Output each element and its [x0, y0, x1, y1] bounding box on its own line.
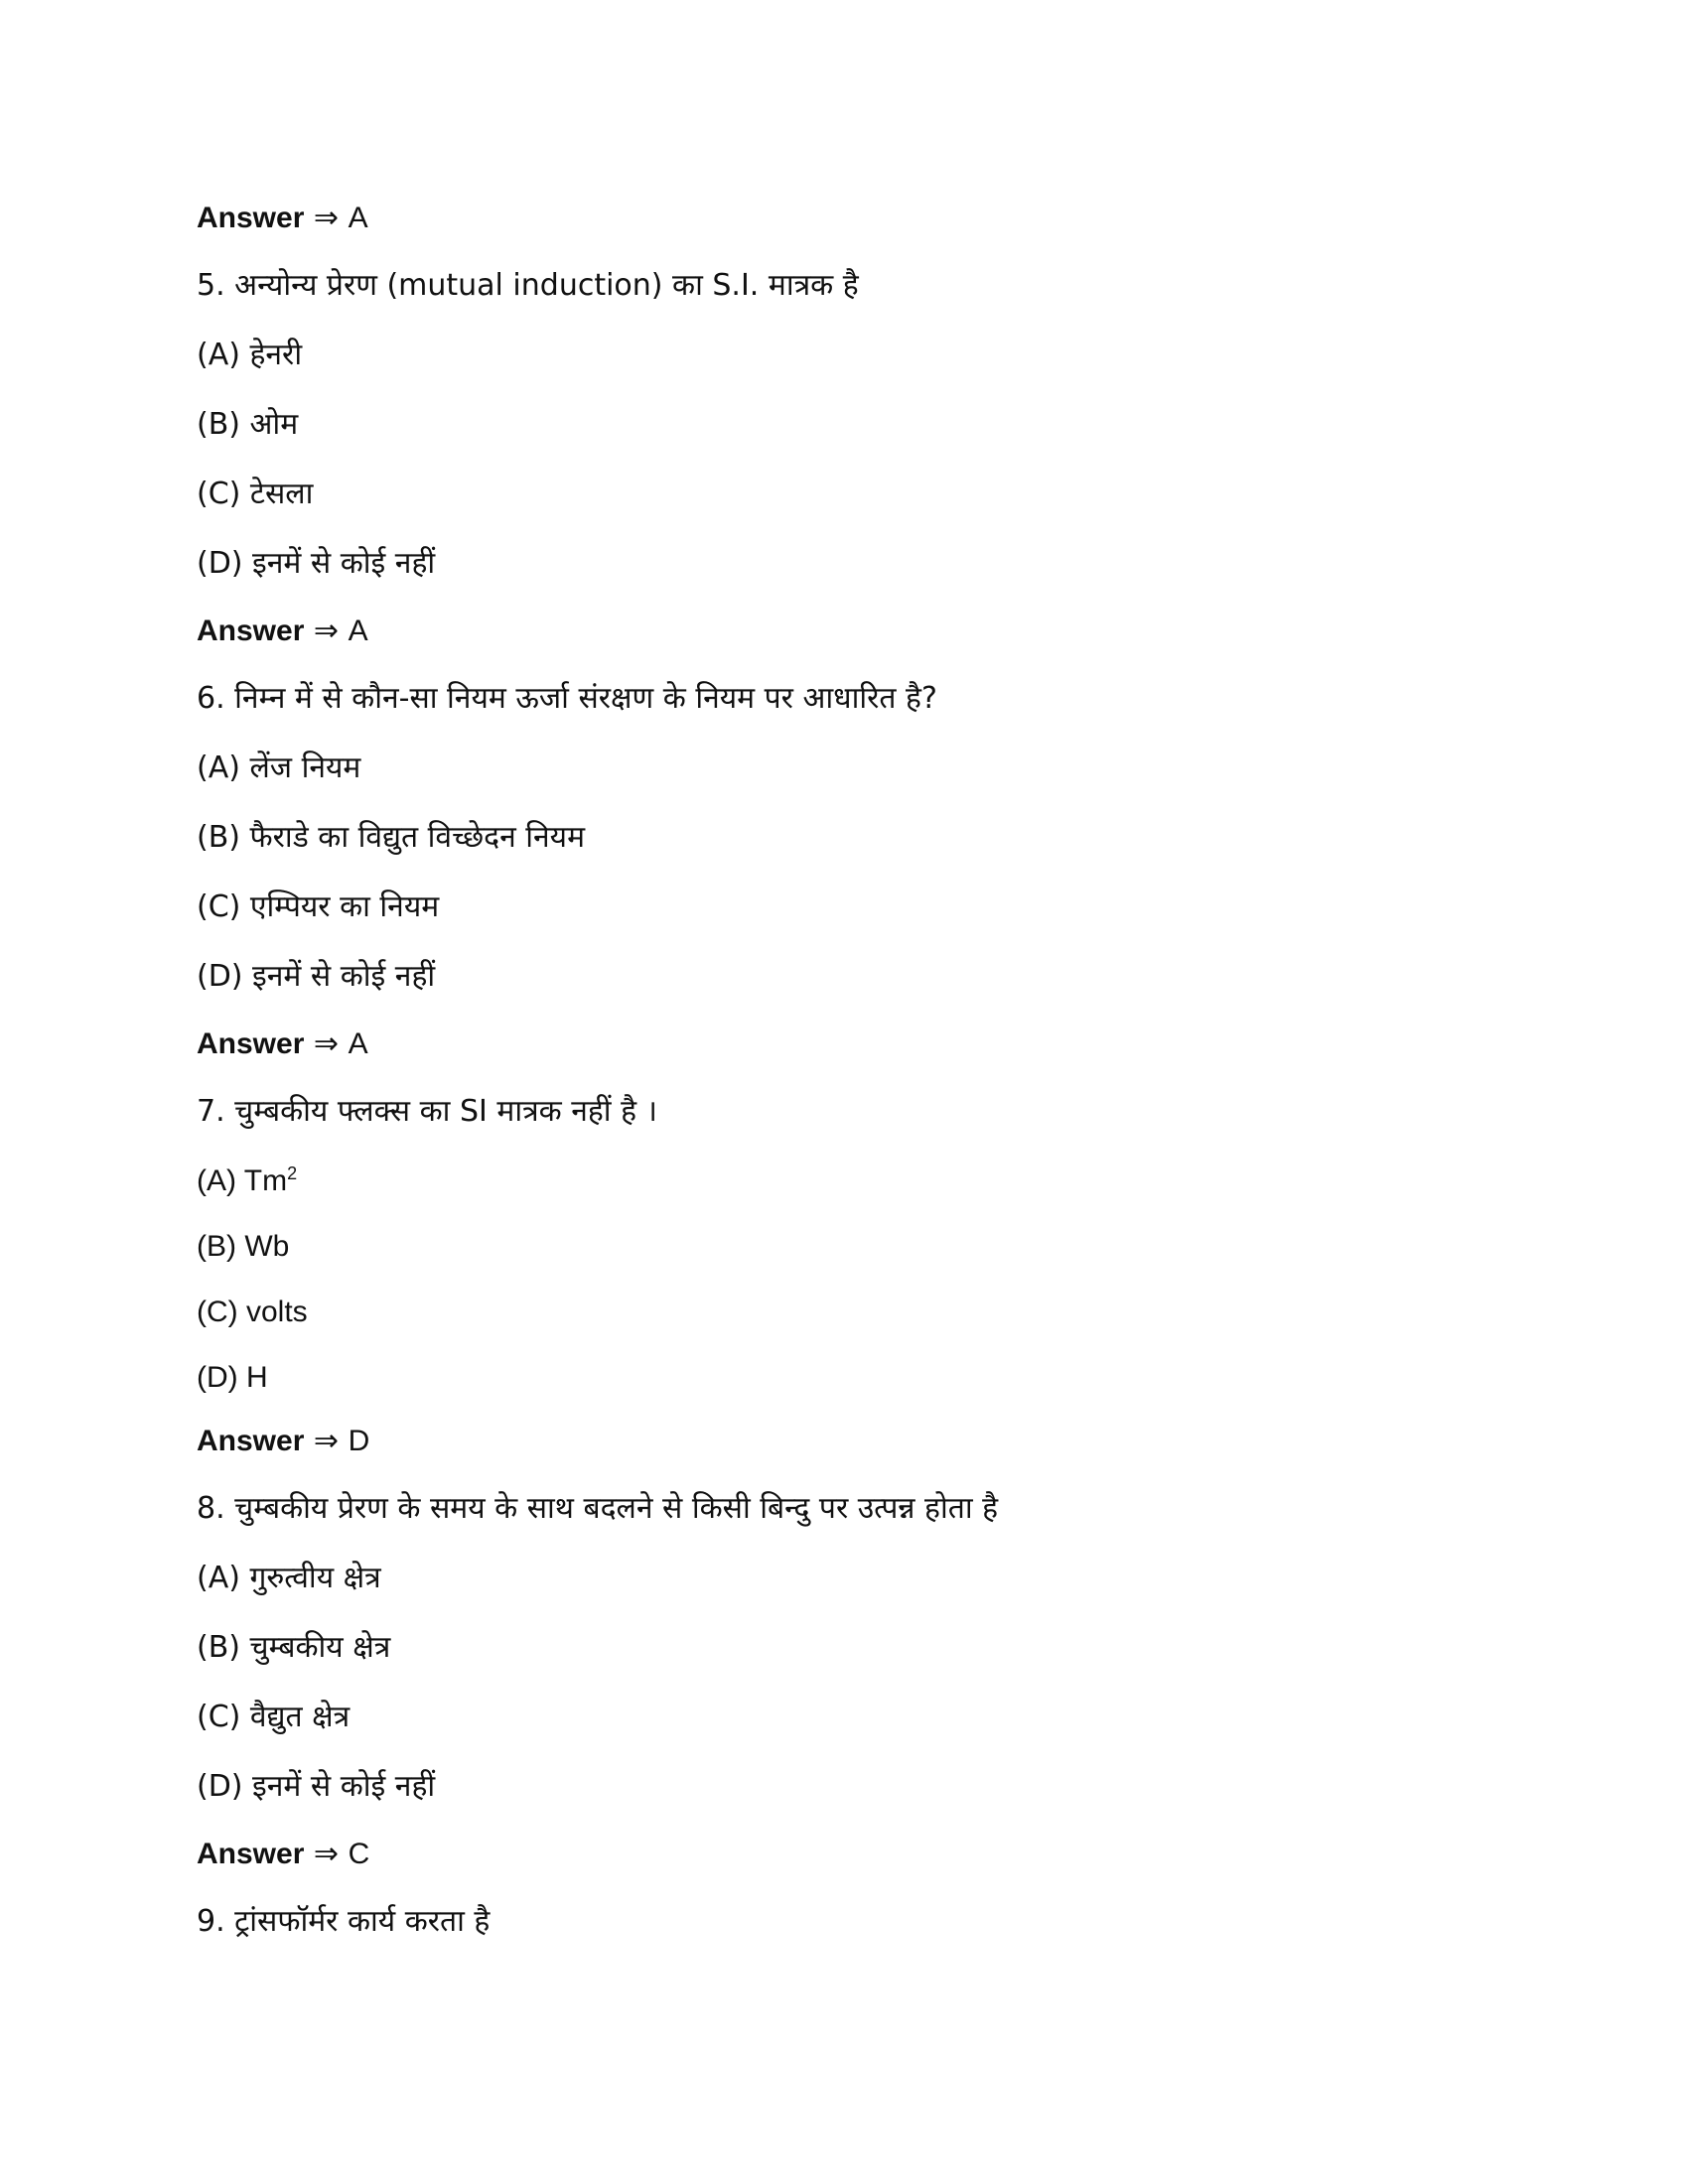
question-text: 7. चुम्बकीय फ्लक्स का SI मात्रक नहीं है । — [197, 1094, 657, 1129]
option-a: (A) गुरुत्वीय क्षेत्र — [197, 1561, 381, 1595]
answer-arrow: ⇒ — [313, 614, 340, 648]
option-a: (A) हेनरी — [197, 338, 303, 372]
answer-line — [197, 1835, 369, 1874]
answer-value: D — [348, 1425, 370, 1457]
answer-label: Answer — [197, 614, 305, 647]
answer-line — [197, 1024, 368, 1064]
option-c: (C) एम्पियर का नियम — [197, 889, 440, 924]
superscript: 2 — [287, 1163, 298, 1183]
answer-line — [197, 199, 368, 238]
option-b: (B) चुम्बकीय क्षेत्र — [197, 1630, 391, 1665]
option-c: (C) वैद्युत क्षेत्र — [197, 1700, 351, 1734]
option-a: (A) लेंज नियम — [197, 751, 361, 785]
option-b: (B) फैराडे का विद्युत विच्छेदन नियम — [197, 820, 586, 855]
answer-value: A — [348, 614, 368, 647]
option-d: (D) इनमें से कोई नहीं — [197, 1769, 436, 1804]
answer-label: Answer — [197, 202, 305, 234]
answer-label: Answer — [197, 1838, 305, 1870]
answer-value: A — [348, 1027, 368, 1060]
answer-line — [197, 1422, 369, 1461]
option-d: (D) इनमें से कोई नहीं — [197, 546, 436, 581]
answer-line — [197, 612, 368, 651]
answer-arrow: ⇒ — [313, 1837, 340, 1871]
option-a — [197, 1161, 297, 1201]
option-a-text: (A) Tm — [197, 1164, 288, 1197]
answer-arrow: ⇒ — [313, 201, 340, 235]
answer-value: A — [348, 202, 368, 234]
question-text: 9. ट्रांसफॉर्मर कार्य करता है — [197, 1904, 491, 1939]
answer-label: Answer — [197, 1027, 305, 1060]
option-b: (B) ओम — [197, 407, 299, 442]
answer-label: Answer — [197, 1425, 305, 1457]
question-text: 5. अन्योन्य प्रेरण (mutual induction) का S.I. मात्रक है — [197, 268, 859, 303]
option-c: (C) टेसला — [197, 477, 314, 511]
answer-arrow: ⇒ — [313, 1026, 340, 1061]
answer-value: C — [348, 1838, 370, 1870]
question-text: 8. चुम्बकीय प्रेरण के समय के साथ बदलने से किसी बिन्दु पर उत्पन्न होता है — [197, 1491, 999, 1526]
option-d: (D) H — [197, 1361, 268, 1394]
option-d: (D) इनमें से कोई नहीं — [197, 959, 436, 994]
question-text: 6. निम्न में से कौन-सा नियम ऊर्जा संरक्षण के नियम पर आधारित है? — [197, 681, 937, 716]
option-b: (B) Wb — [197, 1230, 290, 1263]
option-c: (C) volts — [197, 1296, 308, 1328]
answer-arrow: ⇒ — [313, 1424, 340, 1458]
